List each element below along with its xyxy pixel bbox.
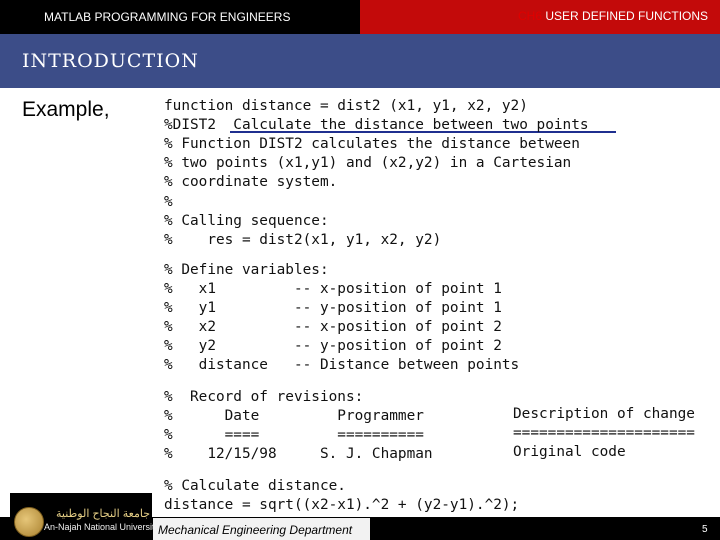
department-name: Mechanical Engineering Department — [158, 523, 353, 537]
chapter-name: USER DEFINED FUNCTIONS — [545, 9, 709, 23]
code-line: % x2 -- x-position of point 2 — [164, 319, 502, 335]
code-line: % distance -- Distance between points — [164, 357, 520, 373]
code-line: % Date Programmer — [164, 408, 424, 424]
code-line: % y2 -- y-position of point 2 — [164, 338, 502, 354]
course-title: MATLAB PROGRAMMING FOR ENGINEERS — [44, 10, 291, 24]
code-line: % Function DIST2 calculates the distance between — [164, 136, 580, 152]
code-line: %DIST2 Calculate the distance between two points — [164, 117, 589, 133]
code-line: % x1 -- x-position of point 1 — [164, 281, 502, 297]
code-line: distance = sqrt((x2-x1).^2 + (y2-y1).^2); — [164, 497, 520, 513]
code-line: function distance = dist2 (x1, y1, x2, y2) — [164, 98, 528, 114]
code-line: % Calculate distance. — [164, 478, 346, 494]
code-line: % res = dist2(x1, y1, x2, y2) — [164, 232, 442, 248]
example-label: Example, — [22, 98, 110, 121]
university-logo — [10, 493, 160, 537]
logo-arabic-text: جامعة النجاح الوطنية — [56, 508, 151, 520]
slide-title: INTRODUCTION — [22, 50, 199, 72]
code-line: % Record of revisions: — [164, 389, 364, 405]
code-line: % two points (x1,y1) and (x2,y2) in a Cartesian — [164, 155, 572, 171]
code-line: % 12/15/98 S. J. Chapman — [164, 446, 433, 462]
code-line: % Define variables: — [164, 262, 329, 278]
page-number: 5 — [702, 524, 708, 535]
university-seal-icon — [14, 507, 44, 537]
code-line: % — [164, 194, 173, 210]
code-line: Original code — [513, 444, 626, 460]
logo-university-name: An-Najah National University — [44, 522, 160, 532]
code-line: % ==== ========== — [164, 427, 424, 443]
chapter-title — [518, 9, 708, 23]
code-line: Description of change — [513, 406, 695, 422]
code-line: % Calling sequence: — [164, 213, 329, 229]
code-line: ===================== — [513, 425, 695, 441]
code-line: % y1 -- y-position of point 1 — [164, 300, 502, 316]
code-line: % coordinate system. — [164, 174, 338, 190]
chapter-number: CH6 — [518, 9, 543, 23]
